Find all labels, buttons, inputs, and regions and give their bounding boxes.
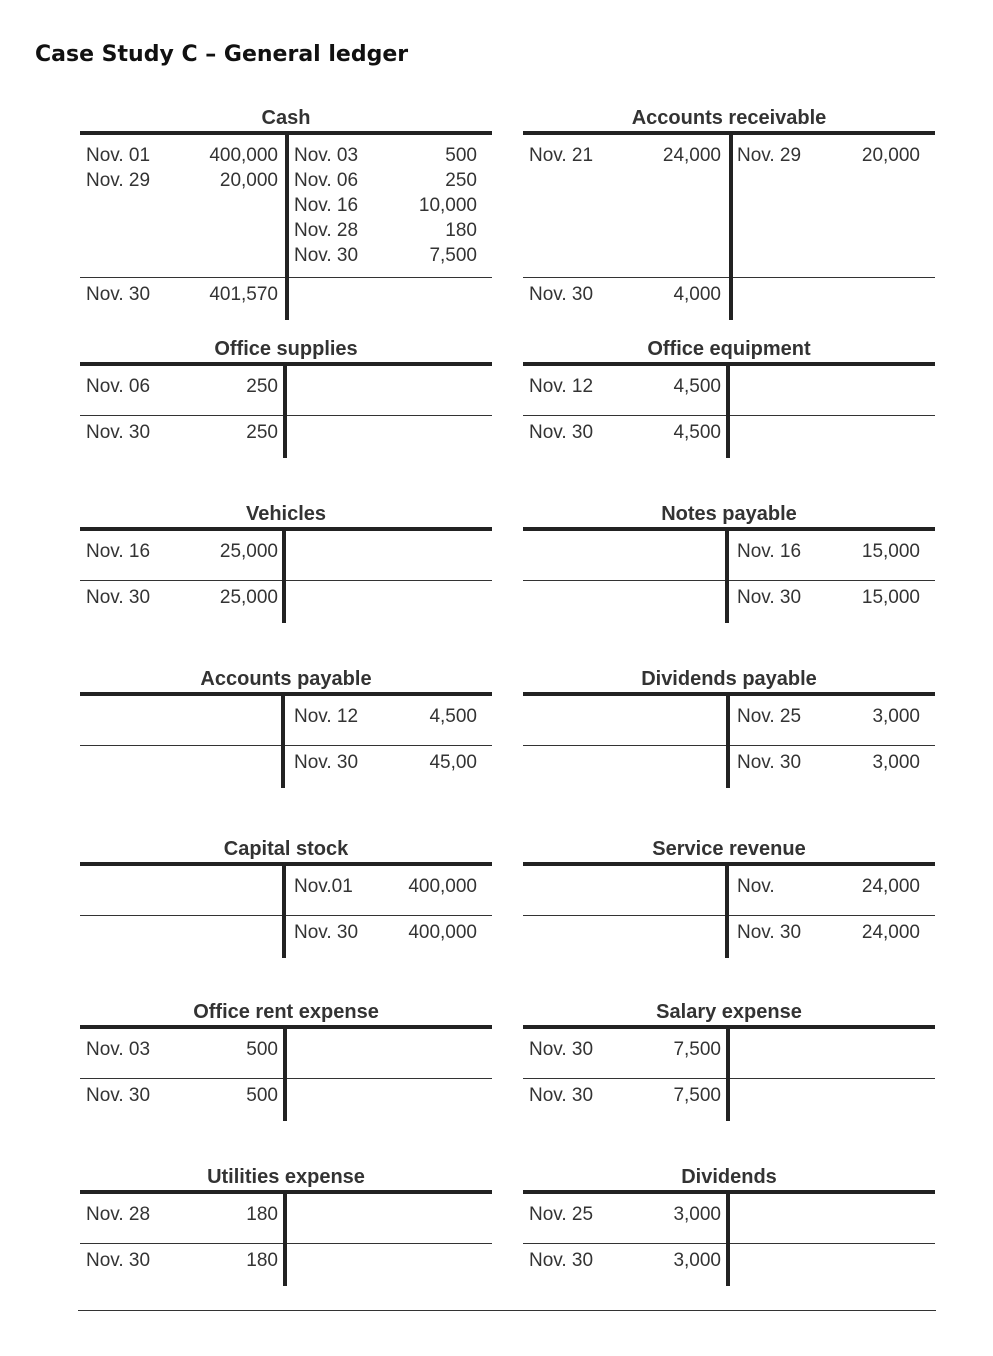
credit-amount: 24,000 [861,876,920,897]
debit-date: Nov. 16 [86,541,151,562]
account-total-rule [80,580,492,581]
debit-amount: 24,000 [662,145,721,166]
account-total-rule [80,915,492,916]
t-account [80,338,492,528]
account-divider [726,362,730,458]
account-title: Office equipment [647,338,811,360]
debit-amount: 4,500 [673,376,721,397]
debit-date: Nov. 29 [86,170,151,191]
balance-date: Nov. 30 [529,1250,594,1271]
balance-date: Nov. 30 [529,422,594,443]
debit-date: Nov. 28 [86,1204,151,1225]
credit-date: Nov. 28 [294,220,359,241]
debit-date: Nov. 30 [529,1039,594,1060]
debit-amount: 7,500 [673,1039,721,1060]
debit-amount: 20,000 [219,170,278,191]
debit-amount: 500 [246,1039,278,1060]
balance-date: Nov. 30 [86,1250,151,1271]
account-total-rule [80,745,492,746]
balance-date: Nov. 30 [86,284,151,305]
credit-date: Nov. 12 [294,706,359,727]
t-account [80,1166,492,1356]
credit-date: Nov. [737,876,775,897]
account-title: Vehicles [245,503,327,525]
account-divider [283,362,287,458]
account-title: Cash [261,107,311,129]
credit-amount: 400,000 [408,876,477,897]
account-title: Dividends [681,1166,777,1188]
account-top-rule [523,527,935,531]
t-account [523,668,935,858]
account-title: Accounts receivable [631,107,827,129]
balance-date: Nov. 30 [86,587,151,608]
page-title: Case Study C – General ledger [35,42,409,67]
account-title: Notes payable [661,503,797,525]
account-top-rule [80,862,492,866]
account-divider [726,692,730,788]
account-divider [283,1190,287,1286]
credit-amount: 20,000 [861,145,920,166]
balance-date: Nov. 30 [737,922,802,943]
t-account [80,1001,492,1191]
account-title: Capital stock [223,838,349,860]
account-top-rule [80,527,492,531]
account-divider [283,1025,287,1121]
balance-amount: 15,000 [861,587,920,608]
balance-amount: 4,000 [673,284,721,305]
credit-amount: 10,000 [418,195,477,216]
account-divider [729,131,733,320]
account-title: Office rent expense [193,1001,379,1023]
balance-date: Nov. 30 [737,752,802,773]
debit-amount: 400,000 [209,145,278,166]
account-divider [726,1025,730,1121]
balance-date: Nov. 30 [737,587,802,608]
credit-amount: 3,000 [872,706,920,727]
account-title: Service revenue [652,838,806,860]
credit-amount: 7,500 [429,245,477,266]
account-divider [282,862,286,958]
debit-amount: 25,000 [219,541,278,562]
account-top-rule [80,692,492,696]
credit-amount: 180 [445,220,477,241]
t-account [523,1001,935,1191]
debit-date: Nov. 25 [529,1204,594,1225]
balance-date: Nov. 30 [529,1085,594,1106]
t-account [523,107,935,305]
account-title: Dividends payable [641,668,817,690]
credit-date: Nov. 06 [294,170,359,191]
balance-amount: 45,00 [429,752,477,773]
debit-date: Nov. 21 [529,145,594,166]
balance-amount: 24,000 [861,922,920,943]
credit-date: Nov. 30 [294,245,359,266]
balance-amount: 400,000 [408,922,477,943]
balance-amount: 25,000 [219,587,278,608]
debit-date: Nov. 01 [86,145,151,166]
t-account [80,668,492,858]
t-account [523,503,935,693]
balance-amount: 401,570 [209,284,278,305]
account-divider [285,131,289,320]
balance-amount: 500 [246,1085,278,1106]
debit-amount: 180 [246,1204,278,1225]
balance-date: Nov. 30 [529,284,594,305]
account-divider [725,527,729,623]
credit-date: Nov. 29 [737,145,802,166]
balance-amount: 3,000 [872,752,920,773]
account-divider [282,527,286,623]
balance-amount: 4,500 [673,422,721,443]
balance-date: Nov. 30 [294,752,359,773]
account-total-rule [523,580,935,581]
account-title: Accounts payable [200,668,372,690]
debit-date: Nov. 03 [86,1039,151,1060]
debit-amount: 3,000 [673,1204,721,1225]
t-account [80,503,492,693]
debit-amount: 250 [246,376,278,397]
account-top-rule [523,862,935,866]
account-title: Office supplies [214,338,358,360]
ledger-bottom-rule [78,1310,936,1311]
credit-date: Nov. 16 [737,541,802,562]
balance-date: Nov. 30 [86,1085,151,1106]
credit-date: Nov. 16 [294,195,359,216]
t-account [523,838,935,1028]
credit-date: Nov.01 [294,876,353,897]
credit-amount: 4,500 [429,706,477,727]
balance-amount: 180 [246,1250,278,1271]
account-total-rule [523,915,935,916]
t-account [523,338,935,528]
balance-date: Nov. 30 [86,422,151,443]
credit-amount: 15,000 [861,541,920,562]
credit-date: Nov. 25 [737,706,802,727]
credit-date: Nov. 03 [294,145,359,166]
account-divider [725,862,729,958]
t-account [80,838,492,1028]
credit-amount: 500 [445,145,477,166]
debit-date: Nov. 06 [86,376,151,397]
account-title: Utilities expense [207,1166,365,1188]
account-divider [281,692,285,788]
account-divider [726,1190,730,1286]
balance-amount: 7,500 [673,1085,721,1106]
credit-amount: 250 [445,170,477,191]
t-account [80,107,492,305]
account-title: Salary expense [656,1001,802,1023]
t-account [523,1166,935,1356]
debit-date: Nov. 12 [529,376,594,397]
balance-amount: 3,000 [673,1250,721,1271]
balance-amount: 250 [246,422,278,443]
balance-date: Nov. 30 [294,922,359,943]
